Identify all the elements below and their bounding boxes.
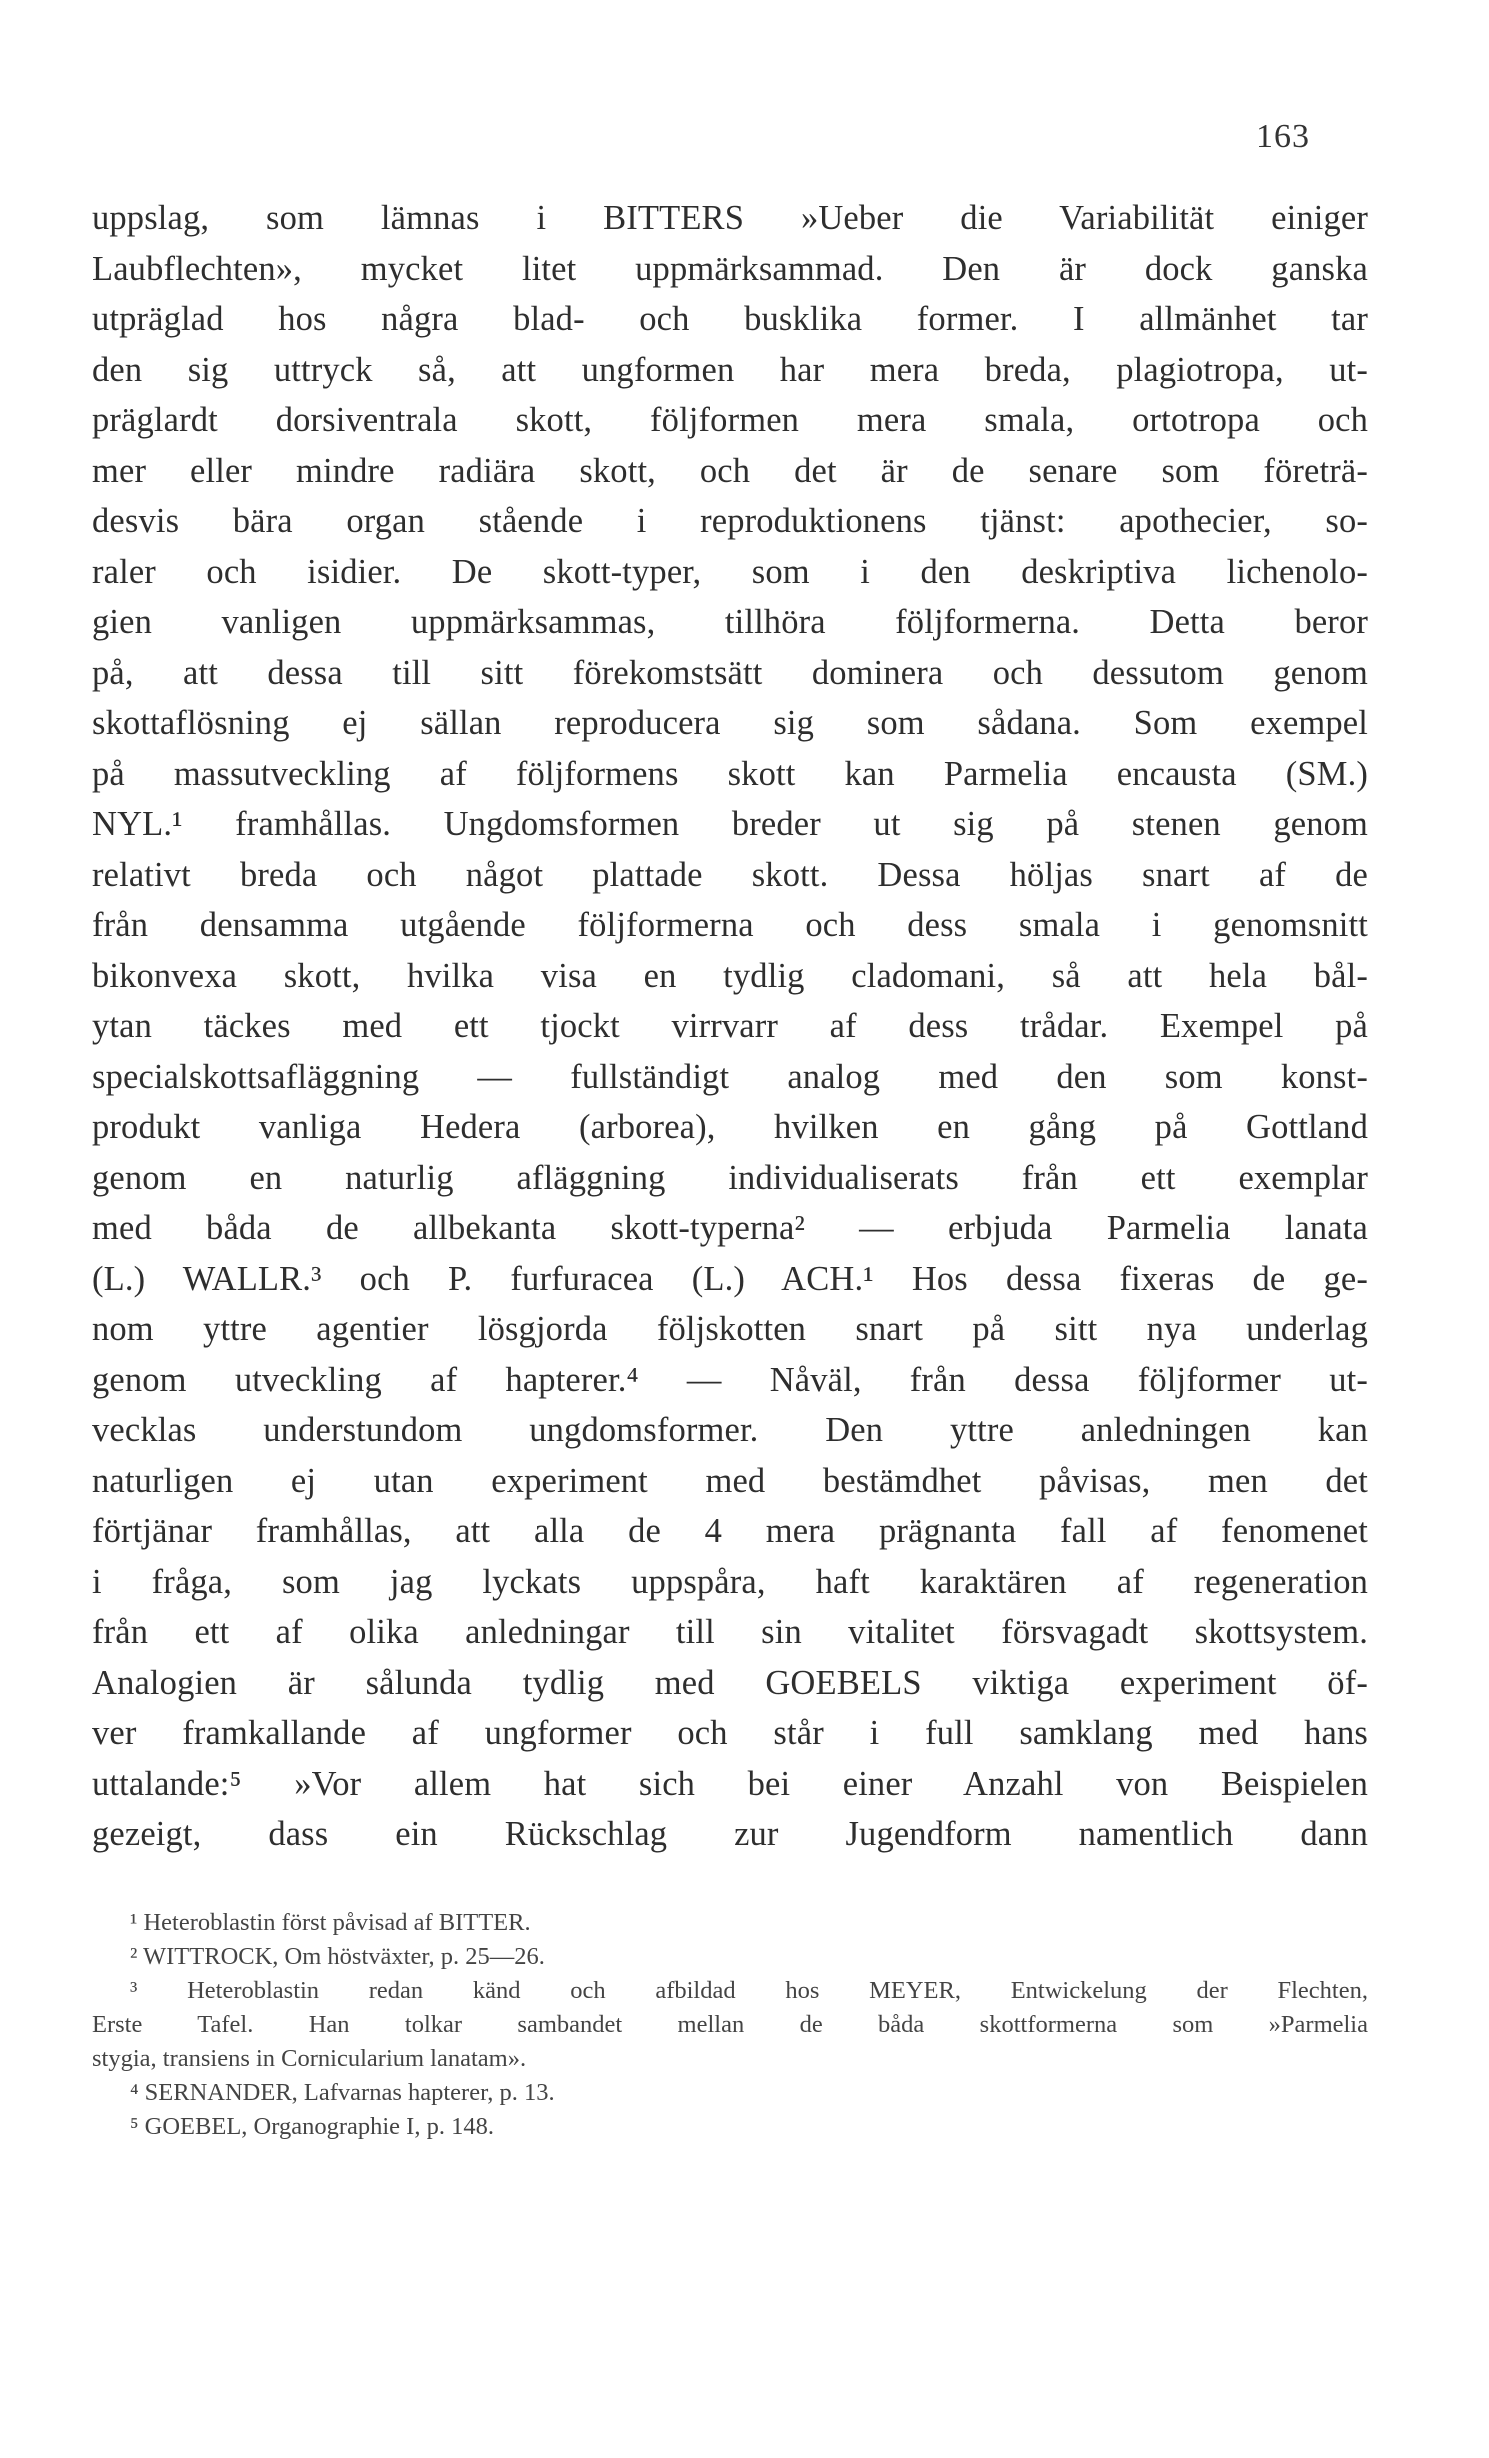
text-line: Analogien är sålunda tydlig med GOEBELS viktiga experiment öf- bbox=[92, 1663, 1368, 1702]
text-line: präglardt dorsiventrala skott, följformen mera smala, ortotropa och bbox=[92, 401, 1368, 439]
footnote-5: ⁵ GOEBEL, Organographie I, p. 148. bbox=[130, 2113, 494, 2140]
text-line: specialskottsafläggning — fullständigt analog med den som konst- bbox=[92, 1057, 1368, 1096]
text-line: genom en naturlig afläggning individualiserats från ett exemplar bbox=[92, 1158, 1368, 1197]
text-line: den sig uttryck så, att ungformen har mera breda, plagiotropa, ut- bbox=[92, 350, 1368, 389]
footnote-4: ⁴ SERNANDER, Lafvarnas hapterer, p. 13. bbox=[130, 2079, 555, 2106]
text-line: uttalande:⁵ »Vor allem hat sich bei einer Anzahl von Beispielen bbox=[92, 1764, 1368, 1803]
text-line: från ett af olika anledningar till sin vitalitet försvagadt skottsystem. bbox=[92, 1613, 1368, 1651]
text-line: genom utveckling af hapterer.⁴ — Nåväl, från dessa följformer ut- bbox=[92, 1360, 1368, 1399]
text-line: på massutveckling af följformens skott kan Parmelia encausta (SM.) bbox=[92, 754, 1368, 793]
text-line: skottaflösning ej sällan reproducera sig som sådana. Som exempel bbox=[92, 704, 1368, 742]
text-line: relativt breda och något plattade skott. Dessa höljas snart af de bbox=[92, 855, 1368, 894]
text-line: desvis bära organ stående i reproduktionens tjänst: apothecier, so- bbox=[92, 502, 1368, 540]
text-line: produkt vanliga Hedera (arborea), hvilken en gång på Gottland bbox=[92, 1108, 1368, 1146]
text-line: förtjänar framhållas, att alla de 4 mera prägnanta fall af fenomenet bbox=[92, 1512, 1368, 1550]
footnote-3: ³ Heteroblastin redan känd och afbildad hos MEYER, Entwickelung der Flechten, bbox=[130, 1977, 1368, 2004]
text-line: NYL.¹ framhållas. Ungdomsformen breder ut sig på stenen genom bbox=[92, 805, 1368, 843]
footnote-1: ¹ Heteroblastin först påvisad af BITTER. bbox=[130, 1909, 531, 1936]
text-line: (L.) WALLR.³ och P. furfuracea (L.) ACH.¹ Hos dessa fixeras de ge- bbox=[92, 1259, 1368, 1298]
text-line: i fråga, som jag lyckats uppspåra, haft karaktären af regeneration bbox=[92, 1562, 1368, 1601]
text-line: med båda de allbekanta skott-typerna² — erbjuda Parmelia lanata bbox=[92, 1209, 1368, 1247]
footnote-3-continued: Erste Tafel. Han tolkar sambandet mellan de båda skottformerna som »Parmelia bbox=[92, 2011, 1368, 2038]
text-line: vecklas understundom ungdomsformer. Den yttre anledningen kan bbox=[92, 1411, 1368, 1449]
footnote-3-continued: stygia, transiens in Cornicularium lanatam». bbox=[92, 2045, 527, 2072]
text-line: mer eller mindre radiära skott, och det är de senare som företrä- bbox=[92, 451, 1368, 490]
footnotes bbox=[92, 1906, 1368, 2144]
body-text bbox=[92, 193, 1368, 1860]
page-number: 163 bbox=[1256, 118, 1310, 155]
text-line: uppslag, som lämnas i BITTERS »Ueber die Variabilität einiger bbox=[92, 199, 1368, 237]
footnote-2: ² WITTROCK, Om höstväxter, p. 25—26. bbox=[130, 1943, 545, 1970]
text-line: utpräglad hos några blad- och busklika former. I allmänhet tar bbox=[92, 300, 1368, 338]
text-line: på, att dessa till sitt förekomstsätt dominera och dessutom genom bbox=[92, 653, 1368, 692]
text-line: från densamma utgående följformerna och dess smala i genomsnitt bbox=[92, 906, 1368, 944]
text-line: naturligen ej utan experiment med bestämdhet påvisas, men det bbox=[92, 1461, 1368, 1500]
text-line: gezeigt, dass ein Rückschlag zur Jugendform namentlich dann bbox=[92, 1815, 1368, 1853]
text-line: raler och isidier. De skott-typer, som i den deskriptiva lichenolo- bbox=[92, 552, 1368, 591]
text-line: gien vanligen uppmärksammas, tillhöra följformerna. Detta beror bbox=[92, 603, 1368, 641]
text-line: ytan täckes med ett tjockt virrvarr af dess trådar. Exempel på bbox=[92, 1007, 1368, 1045]
text-line: nom yttre agentier lösgjorda följskotten snart på sitt nya underlag bbox=[92, 1310, 1368, 1348]
text-line: Laubflechten», mycket litet uppmärksammad. Den är dock ganska bbox=[92, 249, 1368, 288]
text-line: ver framkallande af ungformer och står i full samklang med hans bbox=[92, 1714, 1368, 1752]
text-line: bikonvexa skott, hvilka visa en tydlig cladomani, så att hela bål- bbox=[92, 956, 1368, 995]
